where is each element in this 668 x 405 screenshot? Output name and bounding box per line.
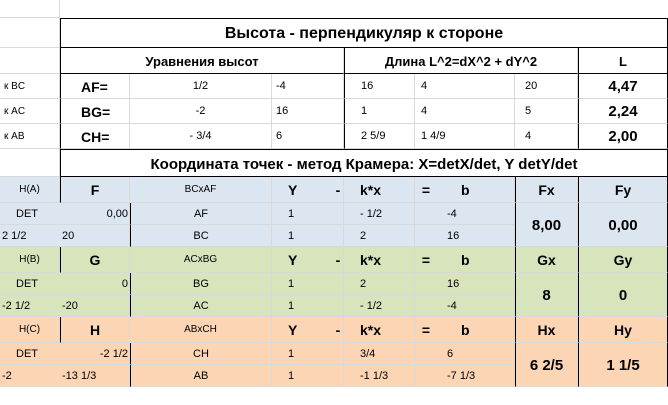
px-head[interactable] (515, 177, 578, 203)
eq-sign[interactable] (418, 247, 434, 273)
det2-cell-text: -2 (2, 369, 12, 382)
eq-sign-text: = (421, 252, 431, 268)
kx-head[interactable] (344, 247, 415, 273)
len-d1-text: 16 (361, 80, 374, 92)
x-result[interactable] (515, 203, 578, 247)
eq2-k[interactable] (344, 295, 415, 317)
eq2-b-text: -4 (447, 299, 457, 312)
b-head-text: b (461, 182, 470, 198)
y-head-text: Y (288, 252, 298, 268)
eq2-y[interactable] (272, 295, 344, 317)
det2-value-text: 20 (62, 229, 75, 242)
empty-cell[interactable] (0, 0, 60, 18)
pair-label-text: ABxCH (184, 324, 217, 335)
coef-a-text: - 3/4 (189, 130, 212, 142)
py-head-text: Gy (613, 252, 633, 268)
px-head[interactable] (515, 247, 578, 273)
coef-b[interactable] (272, 74, 344, 99)
det-cell-text: DET (16, 277, 38, 290)
eq2-y-text: 1 (288, 229, 295, 242)
row-label-text: к AC (4, 105, 26, 117)
eq2-b[interactable] (415, 295, 515, 317)
det-cell-text: DET (16, 347, 38, 360)
det2-value-text: -13 1/3 (62, 369, 97, 382)
eq2-b[interactable] (415, 365, 515, 387)
length-header-text: Длина L^2=dX^2 + dY^2 (384, 53, 538, 69)
len-d2-text: 4 (421, 80, 428, 92)
point-name-text: H (89, 322, 101, 338)
row-label[interactable] (0, 99, 60, 124)
len-d3[interactable] (515, 124, 578, 149)
kx-head-text: k*x (360, 322, 382, 338)
minus-sign-text: - (335, 182, 341, 198)
eq-sign-text: = (421, 322, 431, 338)
height-name-text: BG= (81, 103, 111, 120)
point-label[interactable] (0, 177, 60, 203)
coef-b-text: 16 (276, 105, 289, 117)
len-d1-text: 2 5/9 (361, 130, 386, 142)
point-name-text: G (89, 252, 101, 268)
eq2-y-text: 1 (288, 369, 295, 382)
y-result[interactable] (578, 273, 668, 317)
len-d3-text: 5 (525, 105, 532, 117)
eq1-b[interactable] (415, 203, 515, 225)
length-value[interactable] (578, 74, 668, 99)
eq1-y[interactable] (272, 203, 344, 225)
eq1-name-text: CH (193, 347, 209, 360)
len-d1[interactable] (344, 124, 415, 149)
det-value-text: 0,00 (106, 207, 128, 220)
len-d3[interactable] (515, 74, 578, 99)
minus-sign[interactable] (328, 247, 348, 273)
px-head-text: Gx (537, 252, 556, 268)
empty-cell[interactable] (0, 149, 60, 177)
len-d2[interactable] (415, 124, 515, 149)
eq-sign[interactable] (418, 177, 434, 203)
eq1-y-text: 1 (288, 347, 295, 360)
eq2-k-text: - 1/2 (360, 299, 383, 312)
heights-header[interactable] (60, 48, 344, 74)
det2-value[interactable] (60, 225, 130, 247)
coef-a[interactable] (130, 74, 272, 99)
eq2-k[interactable] (344, 365, 415, 387)
px-head-text: Fx (538, 182, 555, 198)
eq1-b[interactable] (415, 343, 515, 365)
x-result[interactable] (515, 343, 578, 387)
x-result[interactable] (515, 273, 578, 317)
det-value[interactable] (60, 343, 130, 365)
b-head-text: b (461, 252, 470, 268)
det2-value-text: -20 (62, 299, 78, 312)
empty-cell[interactable] (0, 48, 60, 74)
len-d2[interactable] (415, 99, 515, 124)
pair-label[interactable] (130, 177, 272, 203)
len-d1[interactable] (344, 74, 415, 99)
point-label[interactable] (0, 317, 60, 343)
y-result[interactable] (578, 203, 668, 247)
coef-a[interactable] (130, 99, 272, 124)
eq1-b-text: -4 (447, 207, 457, 220)
eq1-y-text: 1 (288, 277, 295, 290)
eq1-k[interactable] (344, 343, 415, 365)
point-name[interactable] (60, 317, 130, 343)
height-name[interactable] (60, 124, 130, 149)
pair-label-text: BCxAF (184, 184, 217, 195)
eq1-name-text: BG (193, 277, 209, 290)
heights-header-text: Уравнения высот (145, 53, 259, 69)
coef-a-text: -2 (195, 105, 206, 117)
x-result-text: 6 2/5 (529, 356, 564, 374)
minus-sign-text: - (335, 252, 341, 268)
kx-head[interactable] (344, 177, 415, 203)
eq2-k-text: -1 1/3 (360, 369, 389, 382)
height-name-text: CH= (81, 128, 110, 145)
len-d3[interactable] (515, 99, 578, 124)
eq2-y[interactable] (272, 365, 344, 387)
row-label-text: к BC (4, 80, 26, 92)
y-head-text: Y (288, 182, 298, 198)
height-name[interactable] (60, 74, 130, 99)
det-value-text: -2 1/2 (99, 347, 128, 360)
eq1-k[interactable] (344, 203, 415, 225)
point-name[interactable] (60, 247, 130, 273)
length-value-text: 2,24 (608, 103, 638, 120)
eq1-y[interactable] (272, 273, 344, 295)
py-head[interactable] (578, 317, 668, 343)
py-head-text: Hy (614, 322, 632, 338)
point-label-text: H(B) (19, 254, 40, 265)
eq-sign[interactable] (418, 317, 434, 343)
eq1-b-text: 6 (447, 347, 454, 360)
py-head-text: Fy (614, 182, 632, 198)
kx-head-text: k*x (360, 182, 382, 198)
eq1-k-text: 3/4 (360, 347, 376, 360)
det2-value[interactable] (60, 365, 130, 387)
eq2-b[interactable] (415, 225, 515, 247)
y-head-text: Y (288, 322, 298, 338)
row-label[interactable] (0, 74, 60, 99)
py-head[interactable] (578, 177, 668, 203)
x-result-text: 8,00 (531, 216, 562, 234)
eq-sign-text: = (421, 182, 431, 198)
eq2-name[interactable] (130, 225, 272, 247)
height-name-text: AF= (81, 78, 108, 95)
b-head-text: b (461, 322, 470, 338)
eq1-y-text: 1 (288, 207, 295, 220)
coef-b-text: -4 (276, 80, 286, 92)
point-label-text: H(A) (19, 184, 40, 195)
det-value[interactable] (60, 273, 130, 295)
point-name-text: F (90, 182, 100, 198)
eq1-k[interactable] (344, 273, 415, 295)
main-title[interactable] (60, 18, 668, 48)
len-d1-text: 1 (361, 105, 368, 117)
det-cell-text: DET (16, 207, 38, 220)
main-title-text: Высота - перпендикуляр к стороне (224, 25, 504, 42)
len-d2-text: 1 4/9 (421, 130, 446, 142)
px-head-text: Hx (537, 322, 556, 338)
len-d3-text: 4 (525, 130, 532, 142)
len-d3-text: 20 (525, 80, 538, 92)
pair-label-text: ACxBG (183, 254, 218, 265)
eq1-name[interactable] (130, 343, 272, 365)
eq2-name-text: AB (193, 369, 209, 382)
coef-a[interactable] (130, 124, 272, 149)
L-header[interactable] (578, 48, 668, 74)
det-value-text: 0 (121, 277, 128, 290)
minus-sign[interactable] (328, 317, 348, 343)
y-result-text: 0 (618, 286, 628, 304)
len-d1[interactable] (344, 99, 415, 124)
coef-a-text: 1/2 (192, 80, 209, 92)
L-header-text: L (619, 53, 627, 69)
length-header[interactable] (344, 48, 578, 74)
eq1-y[interactable] (272, 343, 344, 365)
eq2-name-text: BC (193, 229, 209, 242)
minus-sign[interactable] (328, 177, 348, 203)
eq1-b[interactable] (415, 273, 515, 295)
coef-b-text: 6 (276, 130, 283, 142)
point-label-text: H(C) (18, 324, 41, 335)
point-name[interactable] (60, 177, 130, 203)
eq2-b-text: 16 (447, 229, 460, 242)
eq2-name[interactable] (130, 365, 272, 387)
kx-head-text: k*x (360, 252, 382, 268)
coef-b[interactable] (272, 99, 344, 124)
length-value-text: 2,00 (608, 128, 638, 145)
y-result[interactable] (578, 343, 668, 387)
det2-value[interactable] (60, 295, 130, 317)
empty-cell[interactable] (0, 18, 60, 48)
eq2-k[interactable] (344, 225, 415, 247)
minus-sign-text: - (335, 322, 341, 338)
kx-head[interactable] (344, 317, 415, 343)
height-name[interactable] (60, 99, 130, 124)
eq1-name[interactable] (130, 273, 272, 295)
length-value[interactable] (578, 124, 668, 149)
len-d2[interactable] (415, 74, 515, 99)
point-label[interactable] (0, 247, 60, 273)
eq2-k-text: 2 (360, 229, 367, 242)
length-value-text: 4,47 (608, 78, 638, 95)
row-label-text: к AB (4, 130, 25, 142)
eq2-b-text: -7 1/3 (447, 369, 476, 382)
y-result-text: 1 1/5 (606, 356, 640, 374)
length-value[interactable] (578, 99, 668, 124)
eq2-y[interactable] (272, 225, 344, 247)
px-head[interactable] (515, 317, 578, 343)
pair-label[interactable] (130, 247, 272, 273)
len-d2-text: 4 (421, 105, 428, 117)
det2-cell-text: -2 1/2 (2, 299, 31, 312)
eq2-name-text: AC (193, 299, 209, 312)
det-value[interactable] (60, 203, 130, 225)
eq1-k-text: - 1/2 (360, 207, 383, 220)
x-result-text: 8 (542, 286, 551, 304)
det2-cell-text: 2 1/2 (2, 229, 27, 242)
eq2-y-text: 1 (288, 299, 295, 312)
eq1-b-text: 16 (447, 277, 460, 290)
eq2-name[interactable] (130, 295, 272, 317)
eq1-k-text: 2 (360, 277, 367, 290)
pair-label[interactable] (130, 317, 272, 343)
section-title[interactable] (60, 149, 668, 177)
py-head[interactable] (578, 247, 668, 273)
y-result-text: 0,00 (608, 216, 638, 234)
eq1-name[interactable] (130, 203, 272, 225)
row-label[interactable] (0, 124, 60, 149)
coef-b[interactable] (272, 124, 344, 149)
section-title-text: Координата точек - метод Крамера: X=detX/det, Y detY/det (150, 155, 578, 173)
eq1-name-text: AF (193, 207, 209, 220)
